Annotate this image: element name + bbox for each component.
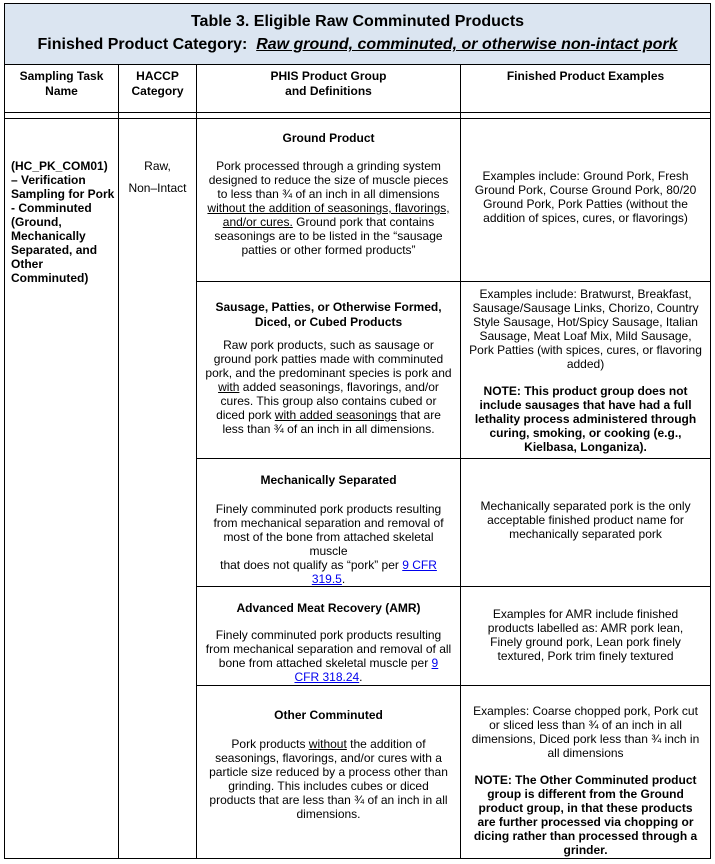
def-text: Raw pork products, such as sausage or ground pork patties made with comminuted pork, and the predominant species is pork and: [205, 338, 452, 380]
group-amr-examples-cell: [461, 587, 711, 686]
group-sausage-cell: [197, 282, 461, 459]
sampling-task-name: (HC_PK_COM01) – Verification Sampling for Pork - Comminuted (Ground, Mechanically Separated, and Other Comminuted): [11, 159, 115, 285]
group-sausage-examples: Examples include: Bratwurst, Breakfast, Sausage/Sausage Links, Chorizo, Country Style Sausage, Hot/Spicy Sausage, Italian Sausage, Meat Loaf Mix, Mild Sausage, Pork Patties (with spices, cures, or flavoring added): [469, 287, 702, 371]
def-text: .: [359, 670, 363, 684]
def-underlined: with: [218, 380, 240, 394]
group-ms-examples-cell: [461, 459, 711, 587]
haccp-line1: Raw,: [144, 159, 171, 173]
def-text: Pork processed through a grinding system designed to reduce the size of muscle pieces to less than ¾ of an inch in all dimensions: [208, 159, 449, 201]
def-text: Pork products: [231, 736, 309, 751]
group-other-cell: [197, 686, 461, 859]
haccp-category-cell: [119, 119, 197, 859]
header-row: [5, 65, 711, 113]
def-text: the addition of seasonings, flavorings, and/or cures with a particle size reduced by a process other than grinding. This includes cubes or diced products that are less than ¾ of an inch in all dimensions.: [209, 736, 448, 821]
def-underlined: without the addition of seasonings, flavorings, and/or cures.: [207, 201, 450, 229]
category-value: Raw ground, comminuted, or otherwise non-intact pork: [256, 36, 678, 53]
sampling-task-cell: [5, 119, 119, 859]
header-sampling-task: [5, 65, 119, 113]
group-ms-definition-a: Finely comminuted pork products resulting from mechanical separation and removal of most of the bone from attached skeletal muscle: [213, 502, 444, 558]
group-sausage-definition: [205, 338, 452, 436]
group-sausage-note: NOTE: This product group does not include sausages that have had a full lethality process administered through curing, smoking, or cooking (e.g., Kielbasa, Longaniza).: [474, 384, 697, 454]
group-other-examples: Examples: Coarse chopped pork, Pork cut or sliced less than ¾ of an inch in all dimensions, Diced pork less than ¾ inch in all dimensions: [471, 704, 700, 760]
title-row: [5, 4, 711, 65]
header-examples-label: Finished Product Examples: [506, 69, 665, 83]
group-ms-examples: Mechanically separated pork is the only acceptable finished product name for mechanically separated pork: [480, 498, 691, 541]
group-sausage-examples-cell: [461, 282, 711, 459]
def-text: Finely comminuted pork products resulting from mechanical separation and removal of all bone from attached skeletal muscle per: [205, 628, 452, 670]
cfr-319-5-link[interactable]: 9 CFR 319.5: [311, 558, 437, 586]
group-other-examples-cell: [461, 686, 711, 859]
header-examples: [461, 65, 711, 113]
group-ground-examples: Examples include: Ground Pork, Fresh Ground Pork, Course Ground Pork, 80/20 Ground Pork, Pork Patties (without the addition of spices, cures, or flavorings): [474, 169, 697, 225]
def-text: that are less than ¾ of an inch in all dimensions.: [222, 408, 441, 436]
group-row-ground: [5, 119, 711, 282]
header-sampling-task-label: Sampling Task Name: [19, 69, 104, 98]
header-phis-group: [197, 65, 461, 113]
group-sausage-title: Sausage, Patties, or Otherwise Formed, Diced, or Cubed Products: [215, 300, 442, 329]
group-amr-cell: [197, 587, 461, 686]
header-phis-line1: PHIS Product Group: [270, 69, 387, 83]
haccp-line2: Non–Intact: [128, 181, 187, 195]
group-ground-title: Ground Product: [282, 131, 375, 145]
group-amr-definition: [205, 628, 452, 684]
group-other-title: Other Comminuted: [274, 707, 383, 722]
group-other-note: NOTE: The Other Comminuted product group is different from the Ground product group, in that these products are further processed via chopping or dicing rather than processed through a grinder.: [473, 773, 698, 857]
group-ms-title: Mechanically Separated: [260, 473, 397, 487]
cfr-318-24-link[interactable]: 9 CFR 318.24: [294, 656, 439, 684]
def-underlined: with added seasonings: [274, 408, 397, 422]
table-subtitle: [5, 33, 710, 57]
table-title-cell: [5, 4, 711, 65]
group-amr-examples: Examples for AMR include finished products labelled as: AMR pork lean, Finely ground pork, Lean pork finely textured, Pork trim finely textured: [487, 607, 684, 663]
def-text: .: [341, 572, 346, 586]
group-ms-definition-b: [205, 558, 452, 586]
def-text: that does not qualify as “pork” per: [220, 558, 403, 572]
def-text: added seasonings, flavorings, and/or cures. This group also contains cubed or diced pork: [216, 380, 439, 422]
header-haccp: [119, 65, 197, 113]
group-ground-examples-cell: [461, 119, 711, 282]
def-underlined: without: [308, 736, 347, 751]
group-ground-cell: [197, 119, 461, 282]
eligible-products-table: [4, 3, 711, 859]
group-ground-definition: [205, 159, 452, 257]
def-text: Ground pork that contains seasonings are to be listed in the “sausage patties or other formed products”: [214, 215, 443, 257]
group-amr-title: Advanced Meat Recovery (AMR): [236, 601, 421, 615]
category-label: Finished Product Category:: [37, 36, 248, 53]
header-haccp-label: HACCP Category: [131, 69, 184, 98]
group-ms-cell: [197, 459, 461, 587]
table-title: Table 3. Eligible Raw Comminuted Products: [190, 13, 525, 30]
group-other-definition: [205, 737, 452, 821]
header-phis-line2: and Definitions: [285, 84, 372, 98]
